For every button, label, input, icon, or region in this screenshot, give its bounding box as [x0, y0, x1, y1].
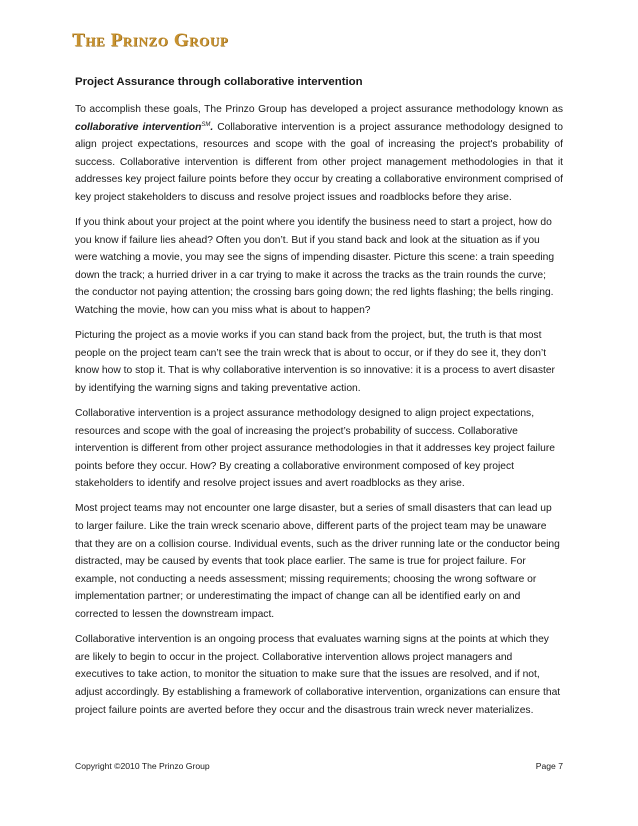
section-heading: Project Assurance through collaborative intervention: [75, 76, 363, 88]
company-logo: The Prinzo Group: [72, 30, 229, 51]
document-body: [75, 74, 563, 727]
intro-text-before: To accomplish these goals, The Prinzo Group has developed a project assurance methodology known as: [75, 104, 563, 115]
paragraph-train-wreck: Picturing the project as a movie works if you can stand back from the project, but, the truth is that most people on the project team can’t see the train wreck that is about to occur, or if they do see it, they don’t know how to stop it. That is why collaborative intervention is so innovative: it is a process to avert disaster by identifying the warning signs and taking preventative action.: [75, 330, 555, 394]
term-period: .: [210, 121, 214, 133]
footer-page-number: Page 7: [535, 761, 563, 771]
intro-text-after: Collaborative intervention is a project assurance methodology designed to align project expectations, resources and scope with the goal of increasing the project's probability of success. Collaborative intervention is different from other project management methodologies in that it addresses key project failure points before they occur by creating a collaborative environment comprised of key project stakeholders to discuss and resolve project issues and roadblocks before they arise.: [75, 121, 563, 203]
paragraph-methodology: Collaborative intervention is a project assurance methodology designed to align project expectations, resources and scope with the goal of increasing the project’s probability of success. Collaborative intervention is different from other project assurance methodologies in that it addresses key project failure points before they occur. How? By creating a collaborative environment composed of key project stakeholders to identify and resolve project issues and avert roadblocks as they arise.: [75, 408, 556, 490]
page-footer: [75, 761, 563, 771]
emphasized-term: collaborative intervention: [75, 121, 202, 133]
paragraph-movie-analogy: If you think about your project at the point where you identify the business need to start a project, how do you know if failure lies ahead? Often you don’t. But if you stand back and look at the situation as if you were watching a movie, you may see the signs of impending disaster. Picture this scene: a train speeding down the track; a hurried driver in a car trying to make it across the tracks as the train rounds the curve; the conductor not paying attention; the crossing bars going down; the red lights flashing; the bells ringing. Watching the movie, how can you miss what is about to happen?: [75, 217, 555, 317]
paragraph-ongoing-process: Collaborative intervention is an ongoing process that evaluates warning signs at the points at which they are likely to begin to occur in the project. Collaborative intervention allows project managers and executives to take action, to monitor the situation to make sure that the issues are resolved, and if not, adjust accordingly. By establishing a framework of collaborative intervention, organizations can ensure that project failure points are averted before they occur and the disastrous train wreck never materializes.: [75, 634, 561, 716]
footer-copyright: Copyright ©2010 The Prinzo Group: [75, 761, 210, 771]
service-mark: SM: [201, 121, 211, 128]
intro-paragraph: [75, 101, 563, 207]
paragraph-small-disasters: Most project teams may not encounter one large disaster, but a series of small disasters that can lead up to larger failure. Like the train wreck scenario above, different parts of the project team may be unaware that they are on a collision course. Individual events, such as the driver running late or the conductor being distracted, may be caused by events that took place earlier. The same is true for project failure. For example, not conducting a needs assessment; missing requirements; choosing the wrong software or implementation partner; or underestimating the impact of change can all be identified early on and corrected to lessen the downstream impact.: [75, 503, 560, 621]
